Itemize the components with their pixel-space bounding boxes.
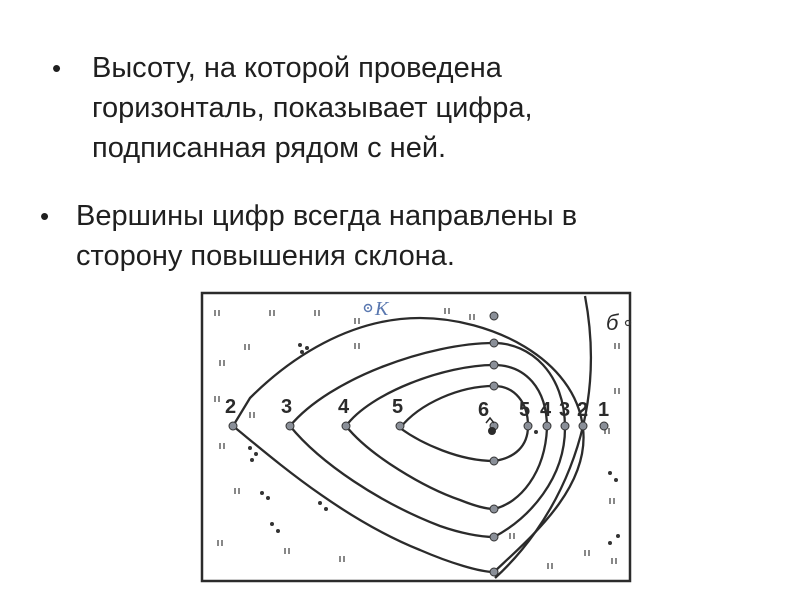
point-k-label: К bbox=[375, 298, 389, 320]
bullet-item-1 bbox=[52, 48, 672, 168]
bullet-text-2: Вершины цифр всегда направлены в сторону повышения склона. bbox=[76, 200, 578, 272]
contour-5 bbox=[400, 386, 531, 461]
contour-label: 5 bbox=[519, 399, 531, 421]
contour-4 bbox=[346, 365, 547, 509]
contour-label: 3 bbox=[281, 396, 293, 418]
contour-label: 5 bbox=[392, 396, 404, 418]
contour-label: 3 bbox=[559, 399, 571, 421]
contour-labels bbox=[225, 396, 609, 421]
corner-label: б bbox=[606, 310, 619, 335]
contour-label: 6 bbox=[478, 399, 490, 421]
contour-label: 2 bbox=[225, 396, 237, 418]
bullet-item-2 bbox=[40, 196, 740, 276]
contour-label: 4 bbox=[540, 399, 552, 421]
contour-label: 2 bbox=[577, 399, 589, 421]
point-k bbox=[365, 298, 391, 320]
contour-3 bbox=[290, 343, 565, 537]
contour-label: 1 bbox=[598, 399, 610, 421]
bullet-dot: • bbox=[40, 201, 50, 231]
bullet-dot: • bbox=[52, 53, 62, 83]
contour-map bbox=[190, 288, 640, 590]
contour-2 bbox=[233, 318, 584, 572]
contour-map-svg bbox=[190, 288, 640, 590]
contour-label: 4 bbox=[338, 396, 350, 418]
profile-points bbox=[229, 312, 608, 576]
bullet-text-1: Высоту, на которой проведена горизонталь, показывает цифра, подписанная рядом с ней. bbox=[92, 52, 533, 164]
contour-lines bbox=[233, 296, 591, 578]
